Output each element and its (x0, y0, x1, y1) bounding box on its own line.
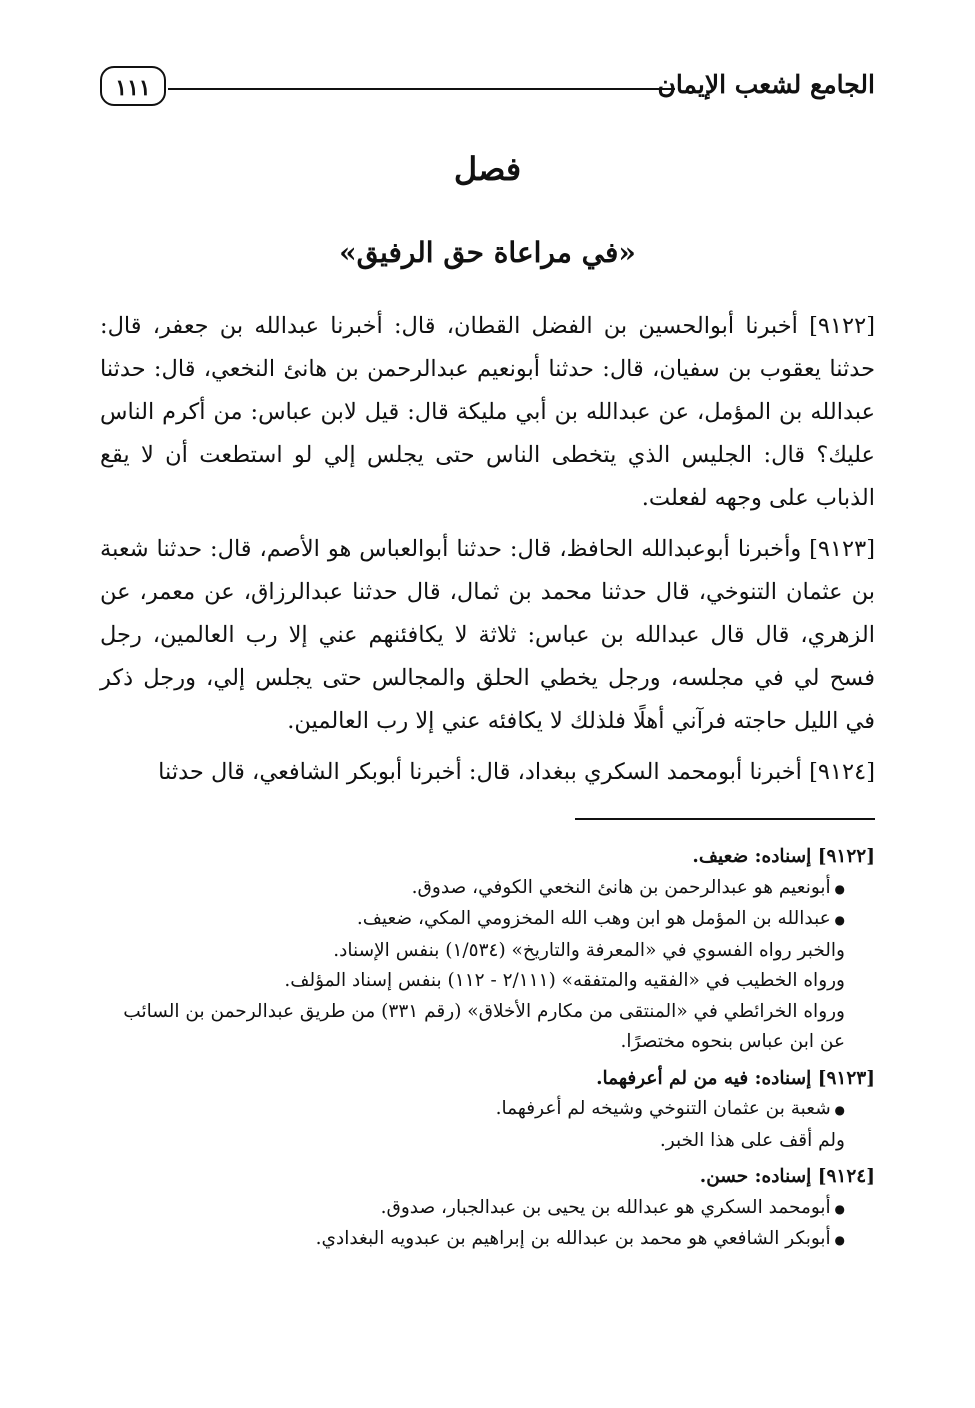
footnote-9124-bullet: ● أبومحمد السكري هو عبدالله بن يحيى بن عبدالجبار، صدوق. (100, 1193, 875, 1225)
page-number: ١١١ (100, 66, 166, 106)
footnote-9123-bullet: ● شعبة بن عثمان التنوخي وشيخه لم أعرفهما. (100, 1094, 875, 1126)
hadith-9124: [٩١٢٤] أخبرنا أبومحمد السكري ببغداد، قال: أخبرنا أبوبكر الشافعي، قال حدثنا (158, 759, 875, 785)
page-header (100, 66, 875, 116)
footnote-9122-head: [٩١٢٢] إسناده: ضعيف. (692, 846, 875, 867)
header-rule (168, 88, 675, 90)
footnote-9122-bullet: ● أبونعيم هو عبدالرحمن بن هانئ النخعي الكوفي، صدوق. (100, 873, 875, 905)
footnote-separator (575, 818, 875, 820)
footnote-9124-bullet: ● أبوبكر الشافعي هو محمد بن عبدالله بن إبراهيم بن عبدويه البغدادي. (100, 1224, 875, 1256)
section-subheading: «في مراعاة حق الرفيق» (339, 236, 636, 269)
footnote-9124-head: [٩١٢٤] إسناده: حسن. (699, 1166, 875, 1187)
hadith-9123: [٩١٢٣] وأخبرنا أبوعبدالله الحافظ، قال: حدثنا أبوالعباس هو الأصم، قال: حدثنا شعبة بن عثمان التنوخي، قال حدثنا محمد بن ثمال، قال حدثنا عبدالرزاق، عن معمر، عن الزهري، قال قال عبدالله بن عباس: ثلاثة لا يكافئنهم عني إلا رب العالمين، رجل فسح لي في مجلسه، ورجل يخطي الحلق والمجالس حتى يجلس إلي، ورجل ذكر في الليل حاجته فرآني أهلًا فلذلك لا يكافئه عني إلا رب العالمين. (100, 536, 875, 734)
main-text (100, 305, 875, 802)
footnote-9123-head: [٩١٢٣] إسناده: فيه من لم أعرفهما. (596, 1067, 875, 1089)
running-title: الجامع لشعب الإيمان (657, 70, 875, 99)
footnotes (100, 842, 875, 1256)
hadith-9122: [٩١٢٢] أخبرنا أبوالحسين بن الفضل القطان، قال: أخبرنا عبدالله بن جعفر، قال: حدثنا يعقوب بن سفيان، قال: حدثنا أبونعيم عبدالرحمن بن هانئ النخعي، قال: حدثنا عبدالله بن المؤمل، عن عبدالله بن أبي مليكة قال: قيل لابن عباس: من أكرم الناس عليك؟ قال: الجليس الذي يتخطى الناس حتى يجلس إلي لو استطعت أن لا يقع الذباب على وجهه لفعلت. (100, 313, 875, 511)
section-heading: فصل (453, 150, 522, 188)
footnote-9123-line: ولم أقف على هذا الخبر. (659, 1129, 845, 1151)
footnote-9122-line: والخبر رواه الفسوي في «المعرفة والتاريخ» (١/٥٣٤) بنفس الإسناد. (333, 939, 845, 961)
footnote-9122-line: ورواه الخرائطي في «المنتقى من مكارم الأخلاق» (رقم ٣٣١) من طريق عبدالرحمن بن السائب عن ابن عباس بنحوه مختصرًا. (123, 1000, 845, 1052)
footnote-9122-line: ورواه الخطيب في «الفقيه والمتفقه» (٢/١١١ - ١١٢) بنفس إسناد المؤلف. (284, 970, 845, 991)
footnote-9122-bullet: ● عبدالله بن المؤمل هو ابن وهب الله المخزومي المكي، ضعيف. (100, 904, 875, 936)
